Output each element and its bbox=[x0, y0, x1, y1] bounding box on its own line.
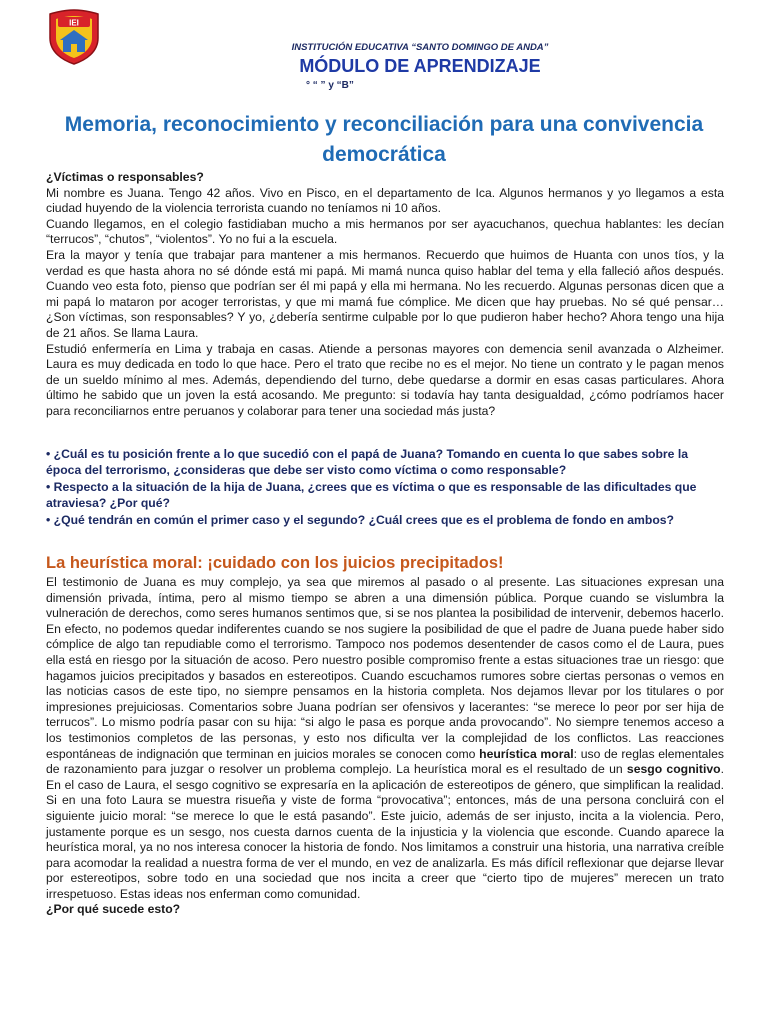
text-run: : uso de reglas elementales de razonamiento para juzgar o resolver un problema complejo. La heurística moral es el resultado de un bbox=[46, 746, 724, 777]
question-item: • ¿Cuál es tu posición frente a lo que sucedió con el papá de Juana? Tomando en cuenta lo que sabes sobre la época del terrorismo, ¿consideras que debe ser visto como víctima o como responsable? bbox=[46, 447, 688, 478]
module-title: MÓDULO DE APRENDIZAJE bbox=[299, 56, 541, 76]
closing-question: ¿Por qué sucede esto? bbox=[46, 902, 181, 917]
paragraph: Era la mayor y tenía que trabajar para mantener a mis hermanos. Recuerdo que huimos de Huanta con unos tíos, y la verdad es que hasta ahora no sé dónde está mi papá. Mi mamá nunca quiso hablar del tema y ella falleció años después. Cuando veo esta foto, pienso que podrían ser él mi papá y ella mi hermana. No les recuerdo. Algunas personas dicen que a mi papá lo mataron por acoger terroristas, y que mi mamá fue cómplice. Me dicen que hay pruebas. No sé qué pensar… ¿Son víctimas, son responsables? Y yo, ¿debería sentirme culpable por lo que pudieron haber hecho? Ahora tengo una hija de 21 años. Se llama Laura. bbox=[46, 247, 724, 340]
question-item: • Respecto a la situación de la hija de Juana, ¿crees que es víctima o que es responsable de las dificultades que atraviesa? ¿Por qué? bbox=[46, 479, 697, 511]
page-title: Memoria, reconocimiento y reconciliación para una convivencia democrática bbox=[64, 113, 704, 166]
question-item: • ¿Qué tendrán en común el primer caso y el segundo? ¿Cuál crees que es el problema de fondo en ambos? bbox=[46, 512, 675, 527]
paragraph: Cuando llegamos, en el colegio fastidiaban mucho a mis hermanos por ser ayacuchanos, quechua hablantes: les decían “terrucos”, “chutos”, “violentos”. Yo no fui a la escuela. bbox=[46, 216, 724, 247]
key-term: heurística moral bbox=[479, 746, 574, 761]
heuristics-section bbox=[46, 575, 724, 918]
paragraph: Estudió enfermería en Lima y trabaja en casas. Atiende a personas mayores con demencia senil avanzada o Alzheimer. Laura es muy dedicada en todo lo que hace. Pero el trato que recibe no es el mejor. No tiene un contrato y le pagan menos de un sueldo mínimo al mes. Además, dependiendo del turno, debe quedarse a dormir en esas casas particulares. Ahora último he sabido que un joven la está acosando. Me pregunto: si todavía hay tanta desigualdad, ¿cómo podríamos hacer para reconciliarnos entre peruanos y colaborar para tener una sociedad más justa? bbox=[46, 341, 724, 418]
question-list bbox=[46, 446, 724, 528]
paragraph: Mi nombre es Juana. Tengo 42 años. Vivo en Pisco, en el departamento de Ica. Algunos hermanos y yo llegamos a esta ciudad huyendo de la violencia terrorista cuando no teníamos ni 10 años. bbox=[46, 185, 724, 216]
institution-name: INSTITUCIÓN EDUCATIVA “SANTO DOMINGO DE ANDA” bbox=[291, 42, 549, 53]
paragraph bbox=[46, 575, 724, 902]
section-subhead: ¿Víctimas o responsables? bbox=[46, 170, 204, 184]
school-crest-icon bbox=[46, 8, 102, 66]
text-run: . En el caso de Laura, el sesgo cognitivo se expresaría en la aplicación de estereotipos de género, que simplifican la realidad. Si en una foto Laura se muestra risueña y viste de forma “provocativa”; entonces, más de una persona concluirá con el siguiente juicio moral: “se merece lo que le está pasando”. Este juicio, además de ser injusto, incita a la violencia. Pero, justamente porque es un sesgo, nos cuesta darnos cuenta de la injusticia y la violencia que esconde. Cuando aparece la heurística moral, ya no nos interesa conocer la historia de fondo. Nos limitamos a construir una historia, una narrativa creíble para acomodar la realidad a nuestra forma de ver el mundo, en vez de analizarla. Es más difícil reflexionar que dejarse llevar por estereotipos, sobre todo en una sociedad que nos incita a creer que “cierto tipo de mujeres” merecen un trato irrespetuoso. Estas ideas nos enferman como comunidad. bbox=[46, 762, 724, 901]
testimony-section bbox=[46, 170, 724, 420]
section-heading: La heurística moral: ¡cuidado con los juicios precipitados! bbox=[46, 554, 504, 572]
text-run: El testimonio de Juana es muy complejo, ya sea que miremos al pasado o al presente. Las situaciones expresan una dimensión privada, íntima, pero al mismo tiempo se abren a una dimensión pública. Porque cuando se vislumbra la vulneración de derechos, como seres humanos sentimos que, si se nos plantea la posibilidad de intervenir, debemos hacerlo. En efecto, no podemos quedar indiferentes cuando se nos sugiere la posibilidad de que el padre de Juana puede haber sido cómplice de algo tan repudiable como el terrorismo. Tampoco nos podemos desentender de casos como el de Laura, pues ella está en riesgo por la situación de acoso. Pero nuestro posible compromiso frente a estas situaciones trae un riesgo: que hagamos juicios precipitados y basados en estereotipos. Cuando escuchamos rumores sobre ciertas personas o vemos en las noticias casos de este tipo, no siempre pensamos en la historia completa. Nos dejamos llevar por los titulares o por impresiones prejuiciosas. Comentarios sobre Juana podrían ser ofensivos y lacerantes: “se merece lo peor por ser hija de terrucos”. Lo mismo podría pasar con su hija: “si algo le pasa es porque anda provocando”. No siempre tenemos acceso a los testimonios completos de las personas, y esto nos dificulta ver la complejidad de los conflictos. Las reacciones espontáneas de indignación que terminan en juicios morales se conocen como bbox=[46, 575, 724, 761]
svg-text:IEI: IEI bbox=[69, 18, 79, 28]
grade-section: ° “ ” y “B” bbox=[306, 80, 354, 91]
key-term: sesgo cognitivo bbox=[626, 762, 721, 777]
